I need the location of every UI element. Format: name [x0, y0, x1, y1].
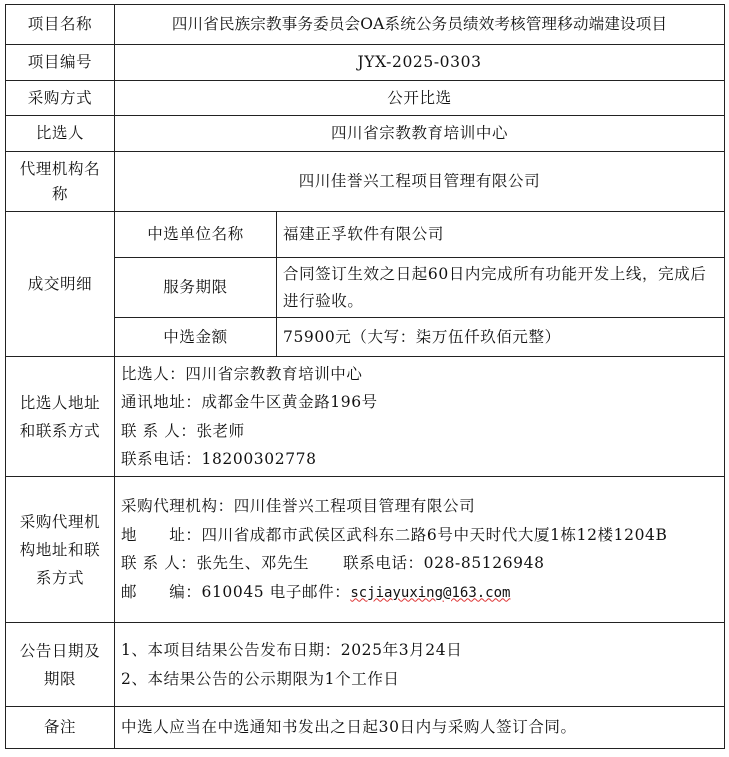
row-project-no	[6, 45, 725, 81]
agency-contact-label: 采购代理机构地址和联系方式	[6, 477, 115, 623]
notice-date-line: 2、本结果公告的公示期限为1个工作日	[121, 669, 400, 688]
winner-value: 福建正孚软件有限公司	[277, 212, 725, 258]
selector-contact-label: 比选人地址和联系方式	[6, 357, 115, 477]
project-no-value: JYX-2025-0303	[115, 45, 725, 81]
selector-contact-line: 通讯地址：成都金牛区黄金路196号	[121, 393, 378, 411]
agency-postcode: 邮 编：610045 电子邮件：	[121, 582, 351, 601]
row-notice-date	[6, 623, 725, 707]
notice-date-line: 1、本项目结果公告发布日期：2025年3月24日	[121, 641, 463, 659]
selector-contact-line: 比选人：四川省宗教教育培训中心	[121, 364, 363, 383]
procure-method-label: 采购方式	[6, 81, 115, 116]
agency-contact-phone: 联系电话：028-85126948	[343, 554, 545, 572]
project-name-label: 项目名称	[6, 5, 115, 45]
row-selector-contact	[6, 357, 725, 477]
agency-contact-line: 采购代理机构：四川佳誉兴工程项目管理有限公司	[121, 497, 476, 515]
selector-label: 比选人	[6, 116, 115, 152]
agency-contact-person: 联 系 人：张先生、邓先生	[121, 554, 310, 572]
row-procure-method	[6, 81, 725, 116]
row-agency	[6, 152, 725, 212]
notice-date-block	[115, 623, 725, 707]
agency-label: 代理机构名称	[6, 152, 115, 212]
agency-contact-line	[121, 578, 718, 608]
selector-contact-block	[115, 357, 725, 477]
result-notice-table	[5, 4, 725, 749]
notice-date-label: 公告日期及期限	[6, 623, 115, 707]
selector-contact-line: 联系电话：18200302778	[121, 450, 317, 468]
row-agency-contact	[6, 477, 725, 623]
agency-email: scjiayuxing@163.com	[350, 584, 511, 601]
selector-value: 四川省宗教教育培训中心	[115, 116, 725, 152]
selector-contact-line: 联 系 人：张老师	[121, 421, 245, 440]
procure-method-value: 公开比选	[115, 81, 725, 116]
project-name-value: 四川省民族宗教事务委员会OA系统公务员绩效考核管理移动端建设项目	[115, 5, 725, 45]
agency-contact-line	[121, 549, 718, 578]
remark-value: 中选人应当在中选通知书发出之日起30日内与采购人签订合同。	[115, 707, 725, 749]
amount-label: 中选金额	[115, 318, 277, 357]
period-label: 服务期限	[115, 258, 277, 318]
project-no-label: 项目编号	[6, 45, 115, 81]
deal-label: 成交明细	[6, 212, 115, 357]
winner-label: 中选单位名称	[115, 212, 277, 258]
row-deal-winner	[6, 212, 725, 258]
row-project-name	[6, 5, 725, 45]
row-selector	[6, 116, 725, 152]
remark-label: 备注	[6, 707, 115, 749]
row-remark	[6, 707, 725, 749]
agency-address: 地 址：四川省成都市武侯区武科东二路6号中天时代大厦1栋12楼1204B	[121, 525, 668, 544]
agency-value: 四川佳誉兴工程项目管理有限公司	[115, 152, 725, 212]
period-value: 合同签订生效之日起60日内完成所有功能开发上线，完成后进行验收。	[277, 258, 725, 318]
amount-value: 75900元（大写：柒万伍仟玖佰元整）	[277, 318, 725, 357]
agency-contact-block	[115, 477, 725, 623]
